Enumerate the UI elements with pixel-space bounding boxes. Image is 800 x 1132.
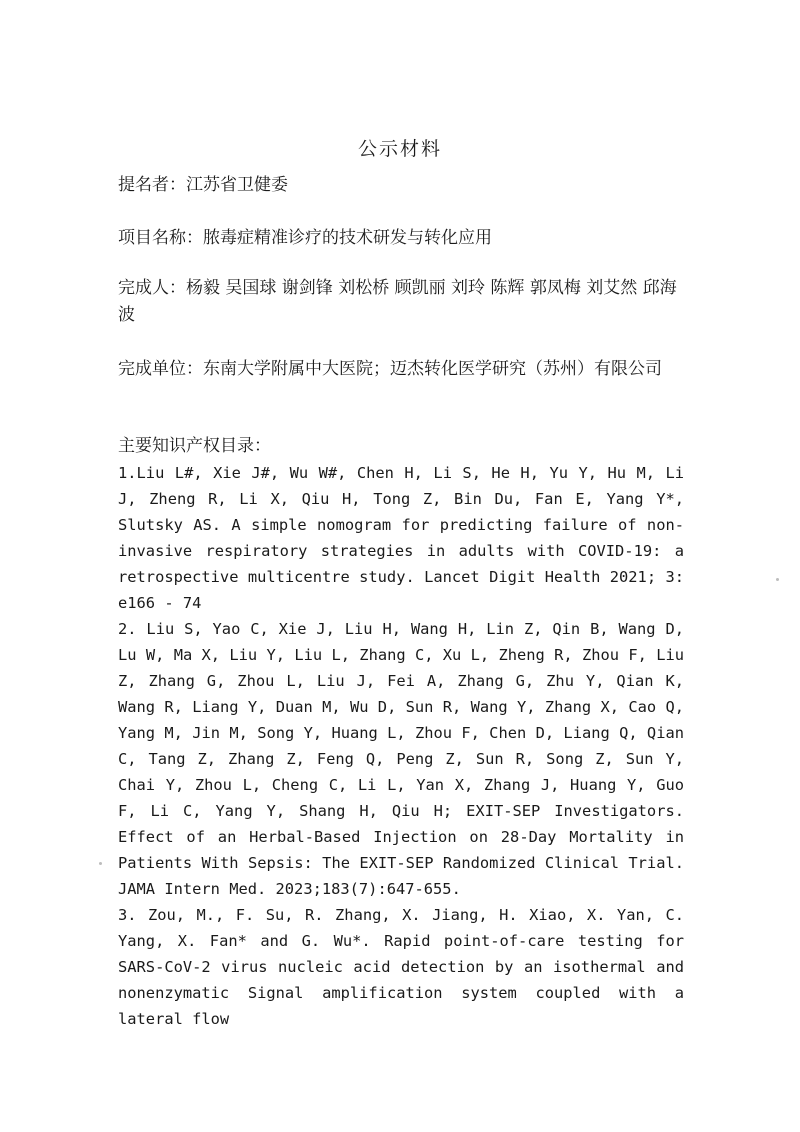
project-name-value: 脓毒症精准诊疗的技术研发与转化应用 <box>203 228 492 248</box>
nominator-label: 提名者： <box>118 175 186 195</box>
scan-speck <box>99 862 102 865</box>
document-title: 公示材料 <box>357 138 442 160</box>
reference-item: 3. Zou, M., F. Su, R. Zhang, X. Jiang, H. Xiao, X. Yan, C. Yang, X. Fan* and G. Wu*. Rapid point-of-care testing for SARS-CoV-2 virus nucleic acid detection by an isothermal and nonenzymatic Signal amplification system coupled with a lateral flow <box>118 906 684 1028</box>
project-name-line <box>118 225 684 252</box>
completers-label: 完成人： <box>118 278 186 298</box>
reference-item: 1.Liu L#, Xie J#, Wu W#, Chen H, Li S, He H, Yu Y, Hu M, Li J, Zheng R, Li X, Qiu H, Tong Z, Bin Du, Fan E, Yang Y*, Slutsky AS. A simple nomogram for predicting failure of non-invasive respiratory strategies in adults with COVID-19: a retrospective multicentre study. Lancet Digit Health 2021; 3: e166 - 74 <box>118 464 684 612</box>
scan-speck <box>776 578 779 581</box>
nominator-line <box>118 172 684 199</box>
completers-value: 杨毅 吴国球 谢剑锋 刘松桥 顾凯丽 刘玲 陈辉 郭凤梅 刘艾然 邱海波 <box>118 278 677 325</box>
units-line <box>118 356 684 383</box>
reference-list <box>118 460 684 1032</box>
nominator-value: 江苏省卫健委 <box>186 175 288 195</box>
ip-heading: 主要知识产权目录： <box>118 436 271 456</box>
reference-item: 2. Liu S, Yao C, Xie J, Liu H, Wang H, Lin Z, Qin B, Wang D, Lu W, Ma X, Liu Y, Liu L, Zhang C, Xu L, Zheng R, Zhou F, Liu Z, Zhang G, Zhou L, Liu J, Fei A, Zhang G, Zhu Y, Qian K, Wang R, Liang Y, Duan M, Wu D, Sun R, Wang Y, Zhang X, Cao Q, Yang M, Jin M, Song Y, Huang L, Zhou F, Chen D, Liang Q, Qian C, Tang Z, Zhang Z, Feng Q, Peng Z, Sun R, Song Z, Sun Y, Chai Y, Zhou L, Cheng C, Li L, Yan X, Zhang J, Huang Y, Guo F, Li C, Yang Y, Shang H, Qiu H; EXIT-SEP Investigators. Effect of an Herbal-Based Injection on 28-Day Mortality in Patients With Sepsis: The EXIT-SEP Randomized Clinical Trial. JAMA Intern Med. 2023;183(7):647-655. <box>118 620 684 898</box>
units-label: 完成单位： <box>118 359 203 379</box>
completers-line <box>118 275 684 329</box>
units-value: 东南大学附属中大医院；迈杰转化医学研究（苏州）有限公司 <box>203 359 662 379</box>
project-name-label: 项目名称： <box>118 228 203 248</box>
